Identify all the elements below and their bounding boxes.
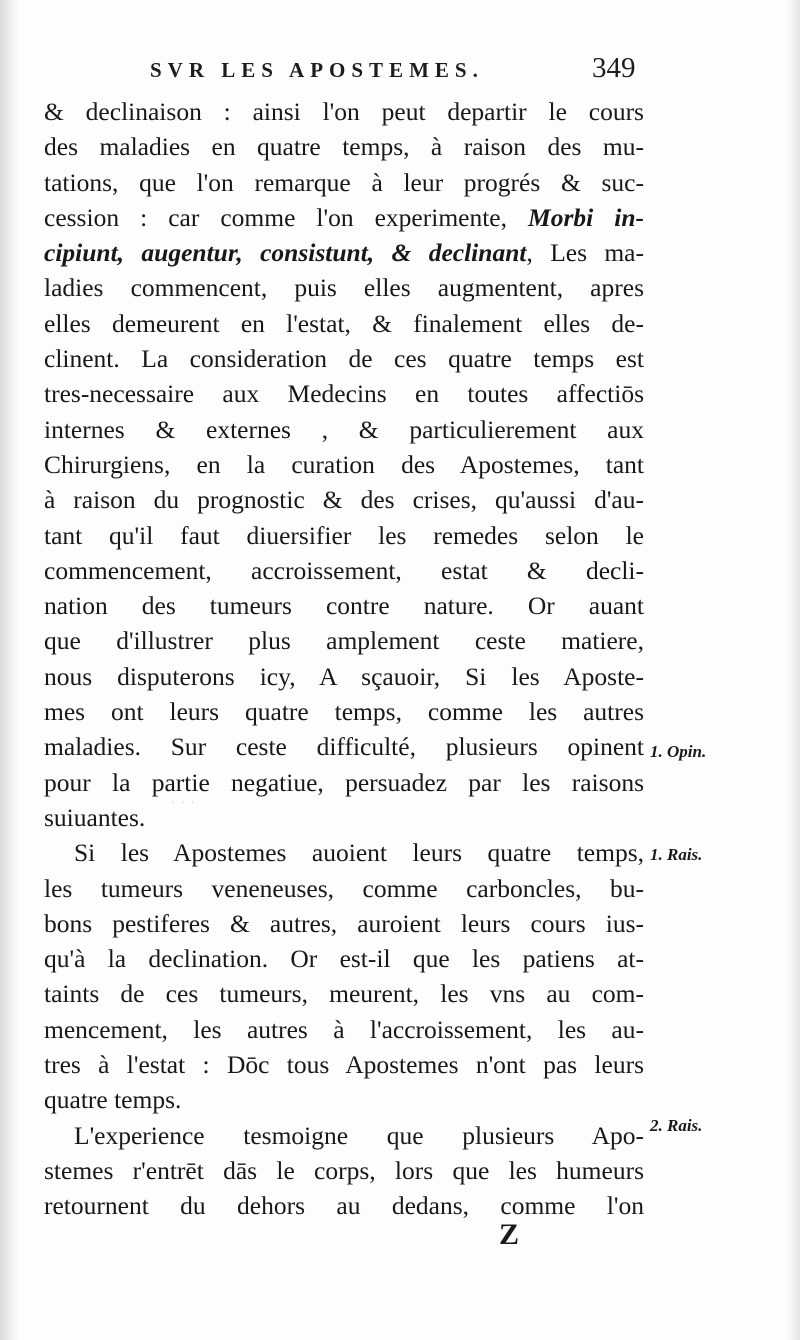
- text-line: maladies. Sur ceste difficulté, plusieurs opinent: [44, 732, 644, 762]
- text-line: nous disputerons icy, A sçauoir, Si les Aposte-: [44, 661, 644, 691]
- text-line: tres à l'estat : Dōc tous Apostemes n'ont pas leurs: [44, 1050, 644, 1080]
- text-line: que d'illustrer plus amplement ceste matiere,: [44, 626, 644, 656]
- text-line: Si les Apostemes auoient leurs quatre temps,: [74, 838, 644, 868]
- text-line: internes & externes , & particulierement aux: [44, 414, 644, 444]
- text-line: nation des tumeurs contre nature. Or auant: [44, 591, 644, 621]
- text-line: retournent du dehors au dedans, comme l'on: [44, 1191, 644, 1221]
- text-line: elles demeurent en l'estat, & finalement elles de-: [44, 308, 644, 338]
- text-segment: , Les ma-: [526, 238, 644, 268]
- margin-note-opinion: 1. Opin.: [650, 742, 707, 761]
- margin-note-reason-2: 2. Rais.: [650, 1116, 703, 1135]
- page-edge-shadow: [786, 0, 800, 1340]
- text-line: stemes r'entrēt dās le corps, lors que les humeurs: [44, 1155, 644, 1185]
- text-line: mes ont leurs quatre temps, comme les autres: [44, 697, 644, 727]
- text-line: quatre temps.: [44, 1085, 182, 1115]
- text-line: des maladies en quatre temps, à raison des mu-: [44, 132, 644, 162]
- text-line-with-latin: [44, 200, 644, 235]
- margin-note-reason-1: 1. Rais.: [650, 845, 703, 864]
- text-line: pour la partie negatiue, persuadez par les raisons: [44, 767, 644, 797]
- page-gutter-shadow: [0, 0, 18, 1340]
- latin-quote: cipiunt, augentur, consistunt, & declinant: [44, 238, 527, 268]
- text-line: suiuantes.: [44, 802, 146, 832]
- page-number: 349: [592, 52, 636, 84]
- body-text: [44, 94, 644, 1224]
- text-line: les tumeurs veneneuses, comme carboncles, bu-: [44, 873, 644, 903]
- text-line: à raison du prognostic & des crises, qu'aussi d'au-: [44, 485, 644, 515]
- text-line: tres-necessaire aux Medecins en toutes affectiōs: [44, 379, 644, 409]
- text-line: qu'à la declination. Or est-il que les patiens at-: [44, 944, 644, 974]
- text-line: taints de ces tumeurs, meurent, les vns au com-: [44, 979, 644, 1009]
- text-line: commencement, accroissement, estat & decli-: [44, 555, 644, 585]
- bleed-through-decoration: · · ·: [170, 792, 195, 814]
- text-segment: cession : car comme l'on experimente,: [44, 202, 529, 232]
- running-title: SVR LES APOSTEMES.: [150, 58, 484, 82]
- latin-quote: Morbi in-: [528, 202, 644, 232]
- text-line: bons pestiferes & autres, auroient leurs cours ius-: [44, 908, 644, 938]
- text-line: tant qu'il faut diuersifier les remedes selon le: [44, 520, 644, 550]
- text-line: & declinaison : ainsi l'on peut departir le cours: [44, 97, 644, 126]
- signature-mark: Z: [499, 1218, 520, 1251]
- text-line-with-latin: [44, 235, 644, 270]
- text-line: tations, que l'on remarque à leur progrés & suc-: [44, 167, 644, 197]
- text-line: clinent. La consideration de ces quatre temps est: [44, 344, 644, 374]
- text-line: mencement, les autres à l'accroissement, les au-: [44, 1014, 644, 1044]
- text-line: Chirurgiens, en la curation des Apostemes, tant: [44, 449, 644, 479]
- text-line: L'experience tesmoigne que plusieurs Apo-: [74, 1120, 644, 1150]
- text-line: ladies commencent, puis elles augmentent, apres: [44, 273, 644, 303]
